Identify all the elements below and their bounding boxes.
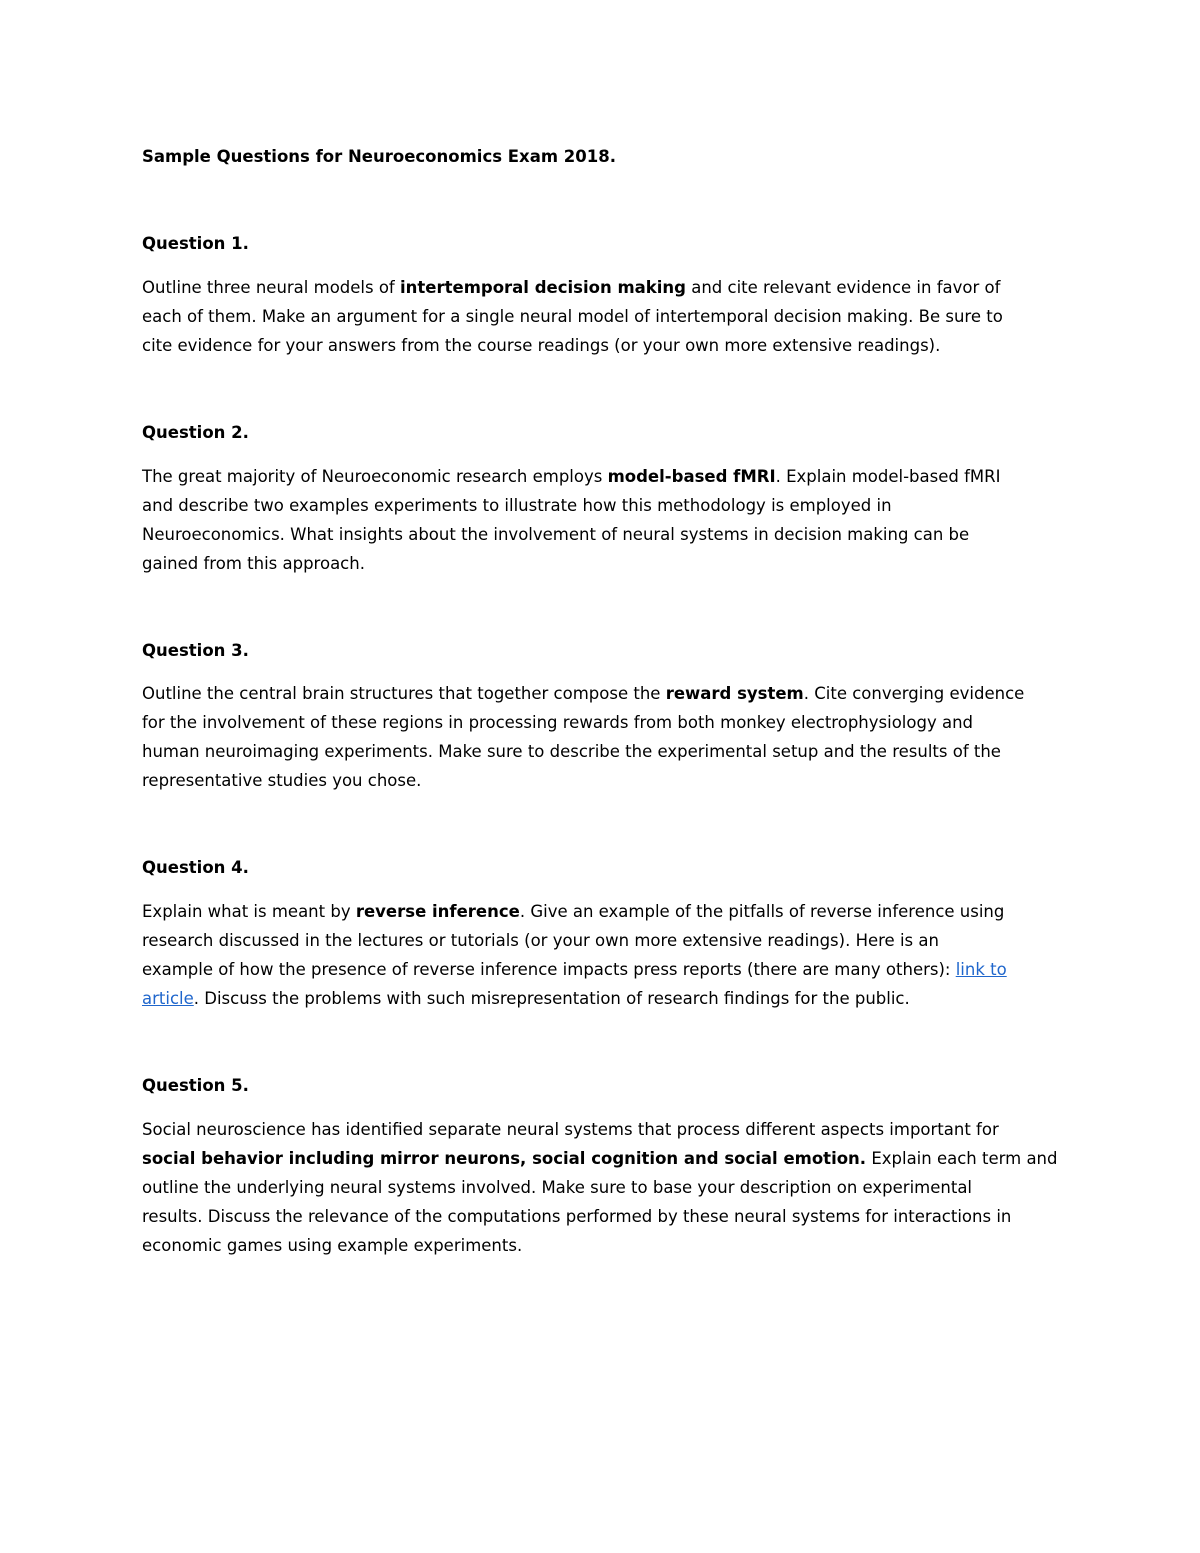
body-text: Outline three neural models of <box>142 278 400 297</box>
article-link[interactable]: article <box>142 989 194 1008</box>
body-line <box>142 520 1072 549</box>
body-line <box>142 1202 1072 1231</box>
question-1-heading: Question 1. <box>142 234 249 253</box>
bold-term: reverse inference <box>355 902 520 921</box>
body-line <box>142 679 1072 708</box>
body-text: and describe two examples experiments to illustrate how this methodology is employed in <box>142 496 892 515</box>
body-line <box>142 331 1072 360</box>
body-text: research discussed in the lectures or tutorials (or your own more extensive readings). Here is an <box>142 931 939 950</box>
question-2-body <box>142 462 1072 578</box>
body-line <box>142 1173 1072 1202</box>
body-text: outline the underlying neural systems involved. Make sure to base your description on experimental <box>142 1178 973 1197</box>
bold-term: social behavior including mirror neurons, social cognition and social emotion. <box>142 1149 867 1168</box>
body-line <box>142 491 1072 520</box>
question-5-body <box>142 1115 1072 1260</box>
body-text: results. Discuss the relevance of the computations performed by these neural systems for interactions in <box>142 1207 1012 1226</box>
question-3-heading: Question 3. <box>142 641 249 660</box>
body-text: each of them. Make an argument for a single neural model of intertemporal decision making. Be sure to <box>142 307 1003 326</box>
body-text: . Cite converging evidence <box>803 684 1025 703</box>
bold-term: reward system <box>665 684 804 703</box>
body-line <box>142 1144 1072 1173</box>
article-link[interactable]: link to <box>955 960 1007 979</box>
body-line <box>142 926 1072 955</box>
body-text: Outline the central brain structures that together compose the <box>142 684 666 703</box>
body-line <box>142 302 1072 331</box>
body-line <box>142 897 1072 926</box>
question-3-body <box>142 679 1072 795</box>
body-line <box>142 737 1072 766</box>
body-text: and cite relevant evidence in favor of <box>685 278 1001 297</box>
body-line <box>142 462 1072 491</box>
body-line <box>142 984 1072 1013</box>
body-text: Social neuroscience has identified separate neural systems that process different aspects important for <box>142 1120 999 1139</box>
body-line <box>142 766 1072 795</box>
body-text: Explain each term and <box>866 1149 1058 1168</box>
body-line <box>142 273 1072 302</box>
body-text: . Discuss the problems with such misrepresentation of research findings for the public. <box>193 989 910 1008</box>
body-text: human neuroimaging experiments. Make sure to describe the experimental setup and the results of the <box>142 742 1001 761</box>
question-5-heading: Question 5. <box>142 1076 249 1095</box>
body-text: example of how the presence of reverse inference impacts press reports (there are many others): <box>142 960 956 979</box>
body-text: The great majority of Neuroeconomic research employs <box>142 467 608 486</box>
body-text: Explain what is meant by <box>142 902 356 921</box>
body-text: . Explain model-based fMRI <box>775 467 1001 486</box>
body-text: gained from this approach. <box>142 554 365 573</box>
question-4-heading: Question 4. <box>142 858 249 877</box>
body-text: Neuroeconomics. What insights about the involvement of neural systems in decision making can be <box>142 525 970 544</box>
question-2-heading: Question 2. <box>142 423 249 442</box>
body-text: cite evidence for your answers from the course readings (or your own more extensive readings). <box>142 336 941 355</box>
document-title: Sample Questions for Neuroeconomics Exam 2018. <box>142 147 616 166</box>
body-text: economic games using example experiments. <box>142 1236 523 1255</box>
body-text: . Give an example of the pitfalls of reverse inference using <box>519 902 1005 921</box>
body-line <box>142 549 1072 578</box>
body-text: for the involvement of these regions in processing rewards from both monkey electrophysiology and <box>142 713 973 732</box>
body-line <box>142 1231 1072 1260</box>
body-line <box>142 708 1072 737</box>
question-1-body <box>142 273 1072 360</box>
body-line <box>142 1115 1072 1144</box>
body-line <box>142 955 1072 984</box>
question-4-body <box>142 897 1072 1013</box>
body-text: representative studies you chose. <box>142 771 422 790</box>
bold-term: intertemporal decision making <box>400 278 686 297</box>
bold-term: model-based fMRI <box>607 467 776 486</box>
